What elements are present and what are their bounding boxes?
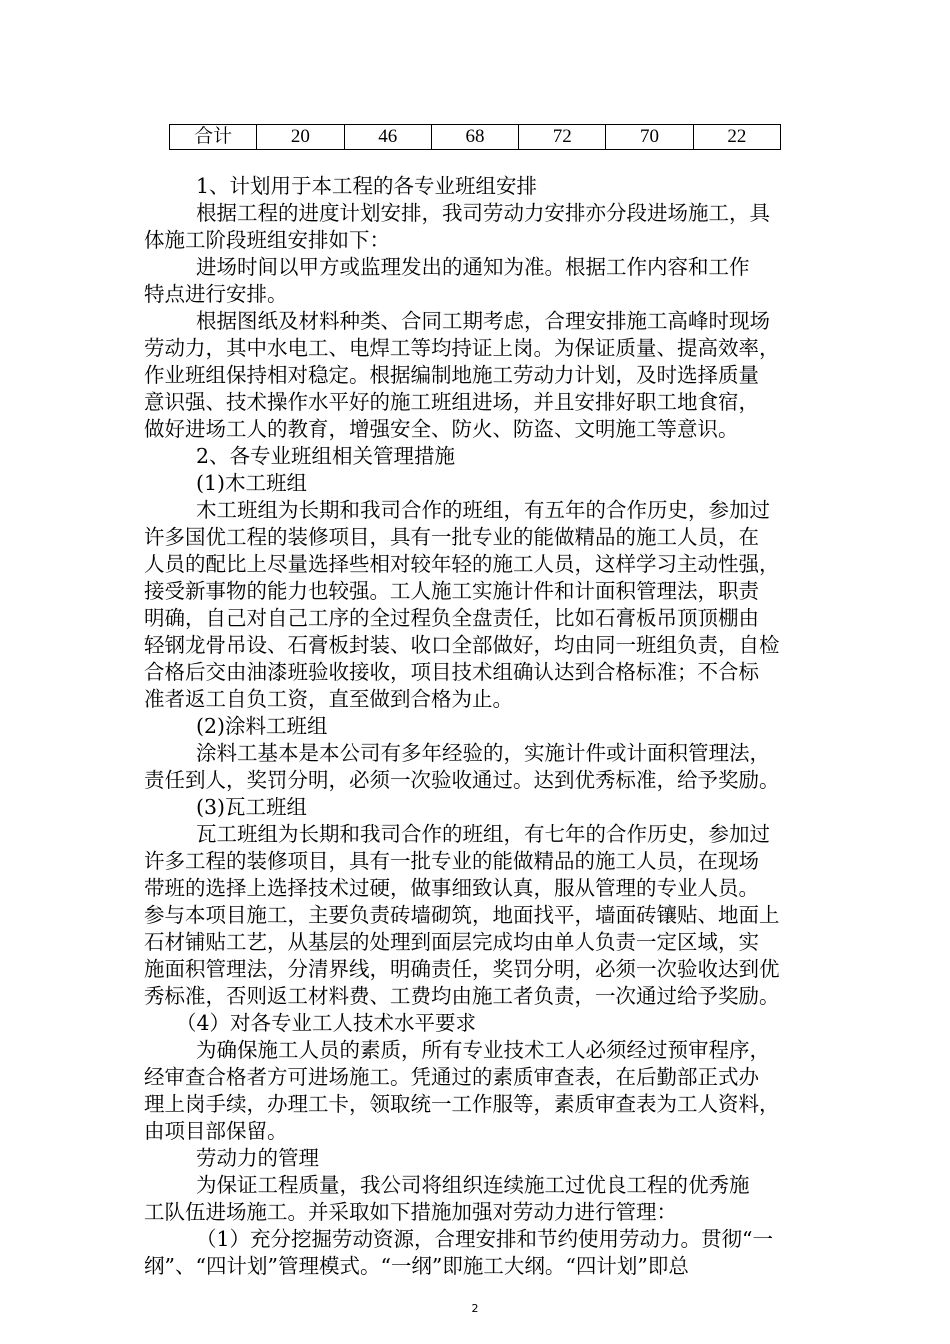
text-line: 劳动力，其中水电工、电焊工等均持证上岗。为保证质量、提高效率， bbox=[144, 336, 780, 360]
text-line: 人员的配比上尽量选择些相对较年轻的施工人员，这样学习主动性强， bbox=[144, 552, 780, 576]
text-line: 施面积管理法，分清界线，明确责任，奖罚分明，必须一次验收达到优 bbox=[144, 957, 780, 981]
text-line: 做好进场工人的教育，增强安全、防火、防盗、文明施工等意识。 bbox=[144, 417, 739, 441]
text-line: 合格后交由油漆班验收接收，项目技术组确认达到合格标准；不合标 bbox=[144, 660, 759, 684]
table-cell: 46 bbox=[344, 125, 431, 150]
text-line: 为确保施工人员的素质，所有专业技术工人必须经过预审程序， bbox=[196, 1038, 770, 1062]
text-line: 进场时间以甲方或监理发出的通知为准。根据工作内容和工作 bbox=[196, 255, 750, 279]
text-line: 准者返工自负工资，直至做到合格为止。 bbox=[144, 687, 513, 711]
table-cell: 72 bbox=[519, 125, 606, 150]
text-line: 由项目部保留。 bbox=[144, 1119, 288, 1143]
page-number: 2 bbox=[471, 1302, 479, 1315]
subheading: (1)木工班组 bbox=[196, 471, 308, 495]
text-line: 特点进行安排。 bbox=[144, 282, 288, 306]
text-line: 石材铺贴工艺，从基层的处理到面层完成均由单人负责一定区域，实 bbox=[144, 930, 759, 954]
text-line: 工队伍进场施工。并采取如下措施加强对劳动力进行管理： bbox=[144, 1200, 677, 1224]
table-cell: 20 bbox=[257, 125, 344, 150]
text-line: 为保证工程质量，我公司将组织连续施工过优良工程的优秀施 bbox=[196, 1173, 750, 1197]
text-line: 许多工程的装修项目，具有一批专业的能做精品的施工人员，在现场 bbox=[144, 849, 759, 873]
text-line: 明确，自己对自己工序的全过程负全盘责任，比如石膏板吊顶顶棚由 bbox=[144, 606, 759, 630]
text-line: 轻钢龙骨吊设、石膏板封装、收口全部做好，均由同一班组负责，自检 bbox=[144, 633, 780, 657]
table-cell: 22 bbox=[693, 125, 780, 150]
text-line: 责任到人，奖罚分明，必须一次验收通过。达到优秀标准，给予奖励。 bbox=[144, 768, 780, 792]
subheading: (2)涂料工班组 bbox=[196, 714, 328, 738]
text-line: 参与本项目施工，主要负责砖墙砌筑，地面找平，墙面砖镶贴、地面上 bbox=[144, 903, 780, 927]
text-line: 理上岗手续，办理工卡，领取统一工作服等，素质审查表为工人资料， bbox=[144, 1092, 780, 1116]
text-line: 体施工阶段班组安排如下： bbox=[144, 228, 390, 252]
text-line: 瓦工班组为长期和我司合作的班组，有七年的合作历史，参加过 bbox=[196, 822, 770, 846]
heading: 1、计划用于本工程的各专业班组安排 bbox=[196, 174, 538, 198]
heading: 2、各专业班组相关管理措施 bbox=[196, 444, 456, 468]
text-line: 许多国优工程的装修项目，具有一批专业的能做精品的施工人员，在 bbox=[144, 525, 759, 549]
text-line: 根据图纸及材料种类、合同工期考虑，合理安排施工高峰时现场 bbox=[196, 309, 770, 333]
text-line: 带班的选择上选择技术过硬，做事细致认真，服从管理的专业人员。 bbox=[144, 876, 759, 900]
heading: 劳动力的管理 bbox=[196, 1146, 319, 1170]
text-line: 木工班组为长期和我司合作的班组，有五年的合作历史，参加过 bbox=[196, 498, 770, 522]
table-row bbox=[170, 125, 781, 150]
text-line: 经审查合格者方可进场施工。凭通过的素质审查表，在后勤部正式办 bbox=[144, 1065, 759, 1089]
text-line: 根据工程的进度计划安排，我司劳动力安排亦分段进场施工，具 bbox=[196, 201, 770, 225]
subheading: (3)瓦工班组 bbox=[196, 795, 308, 819]
table-cell: 70 bbox=[606, 125, 693, 150]
table-cell: 合计 bbox=[170, 125, 257, 150]
text-line: 作业班组保持相对稳定。根据编制地施工劳动力计划，及时选择质量 bbox=[144, 363, 759, 387]
text-line: 接受新事物的能力也较强。工人施工实施计件和计面积管理法，职责 bbox=[144, 579, 759, 603]
text-line: 秀标准，否则返工材料费、工费均由施工者负责，一次通过给予奖励。 bbox=[144, 984, 780, 1008]
subheading: （4）对各专业工人技术水平要求 bbox=[176, 1011, 477, 1035]
table-cell: 68 bbox=[431, 125, 518, 150]
text-line: 意识强、技术操作水平好的施工班组进场，并且安排好职工地食宿， bbox=[144, 390, 759, 414]
text-line: （1）充分挖掘劳动资源，合理安排和节约使用劳动力。贯彻“一 bbox=[196, 1227, 774, 1251]
totals-table bbox=[169, 124, 781, 150]
text-line: 纲”、“四计划”管理模式。“一纲”即施工大纲。“四计划”即总 bbox=[144, 1254, 689, 1278]
text-line: 涂料工基本是本公司有多年经验的，实施计件或计面积管理法， bbox=[196, 741, 770, 765]
